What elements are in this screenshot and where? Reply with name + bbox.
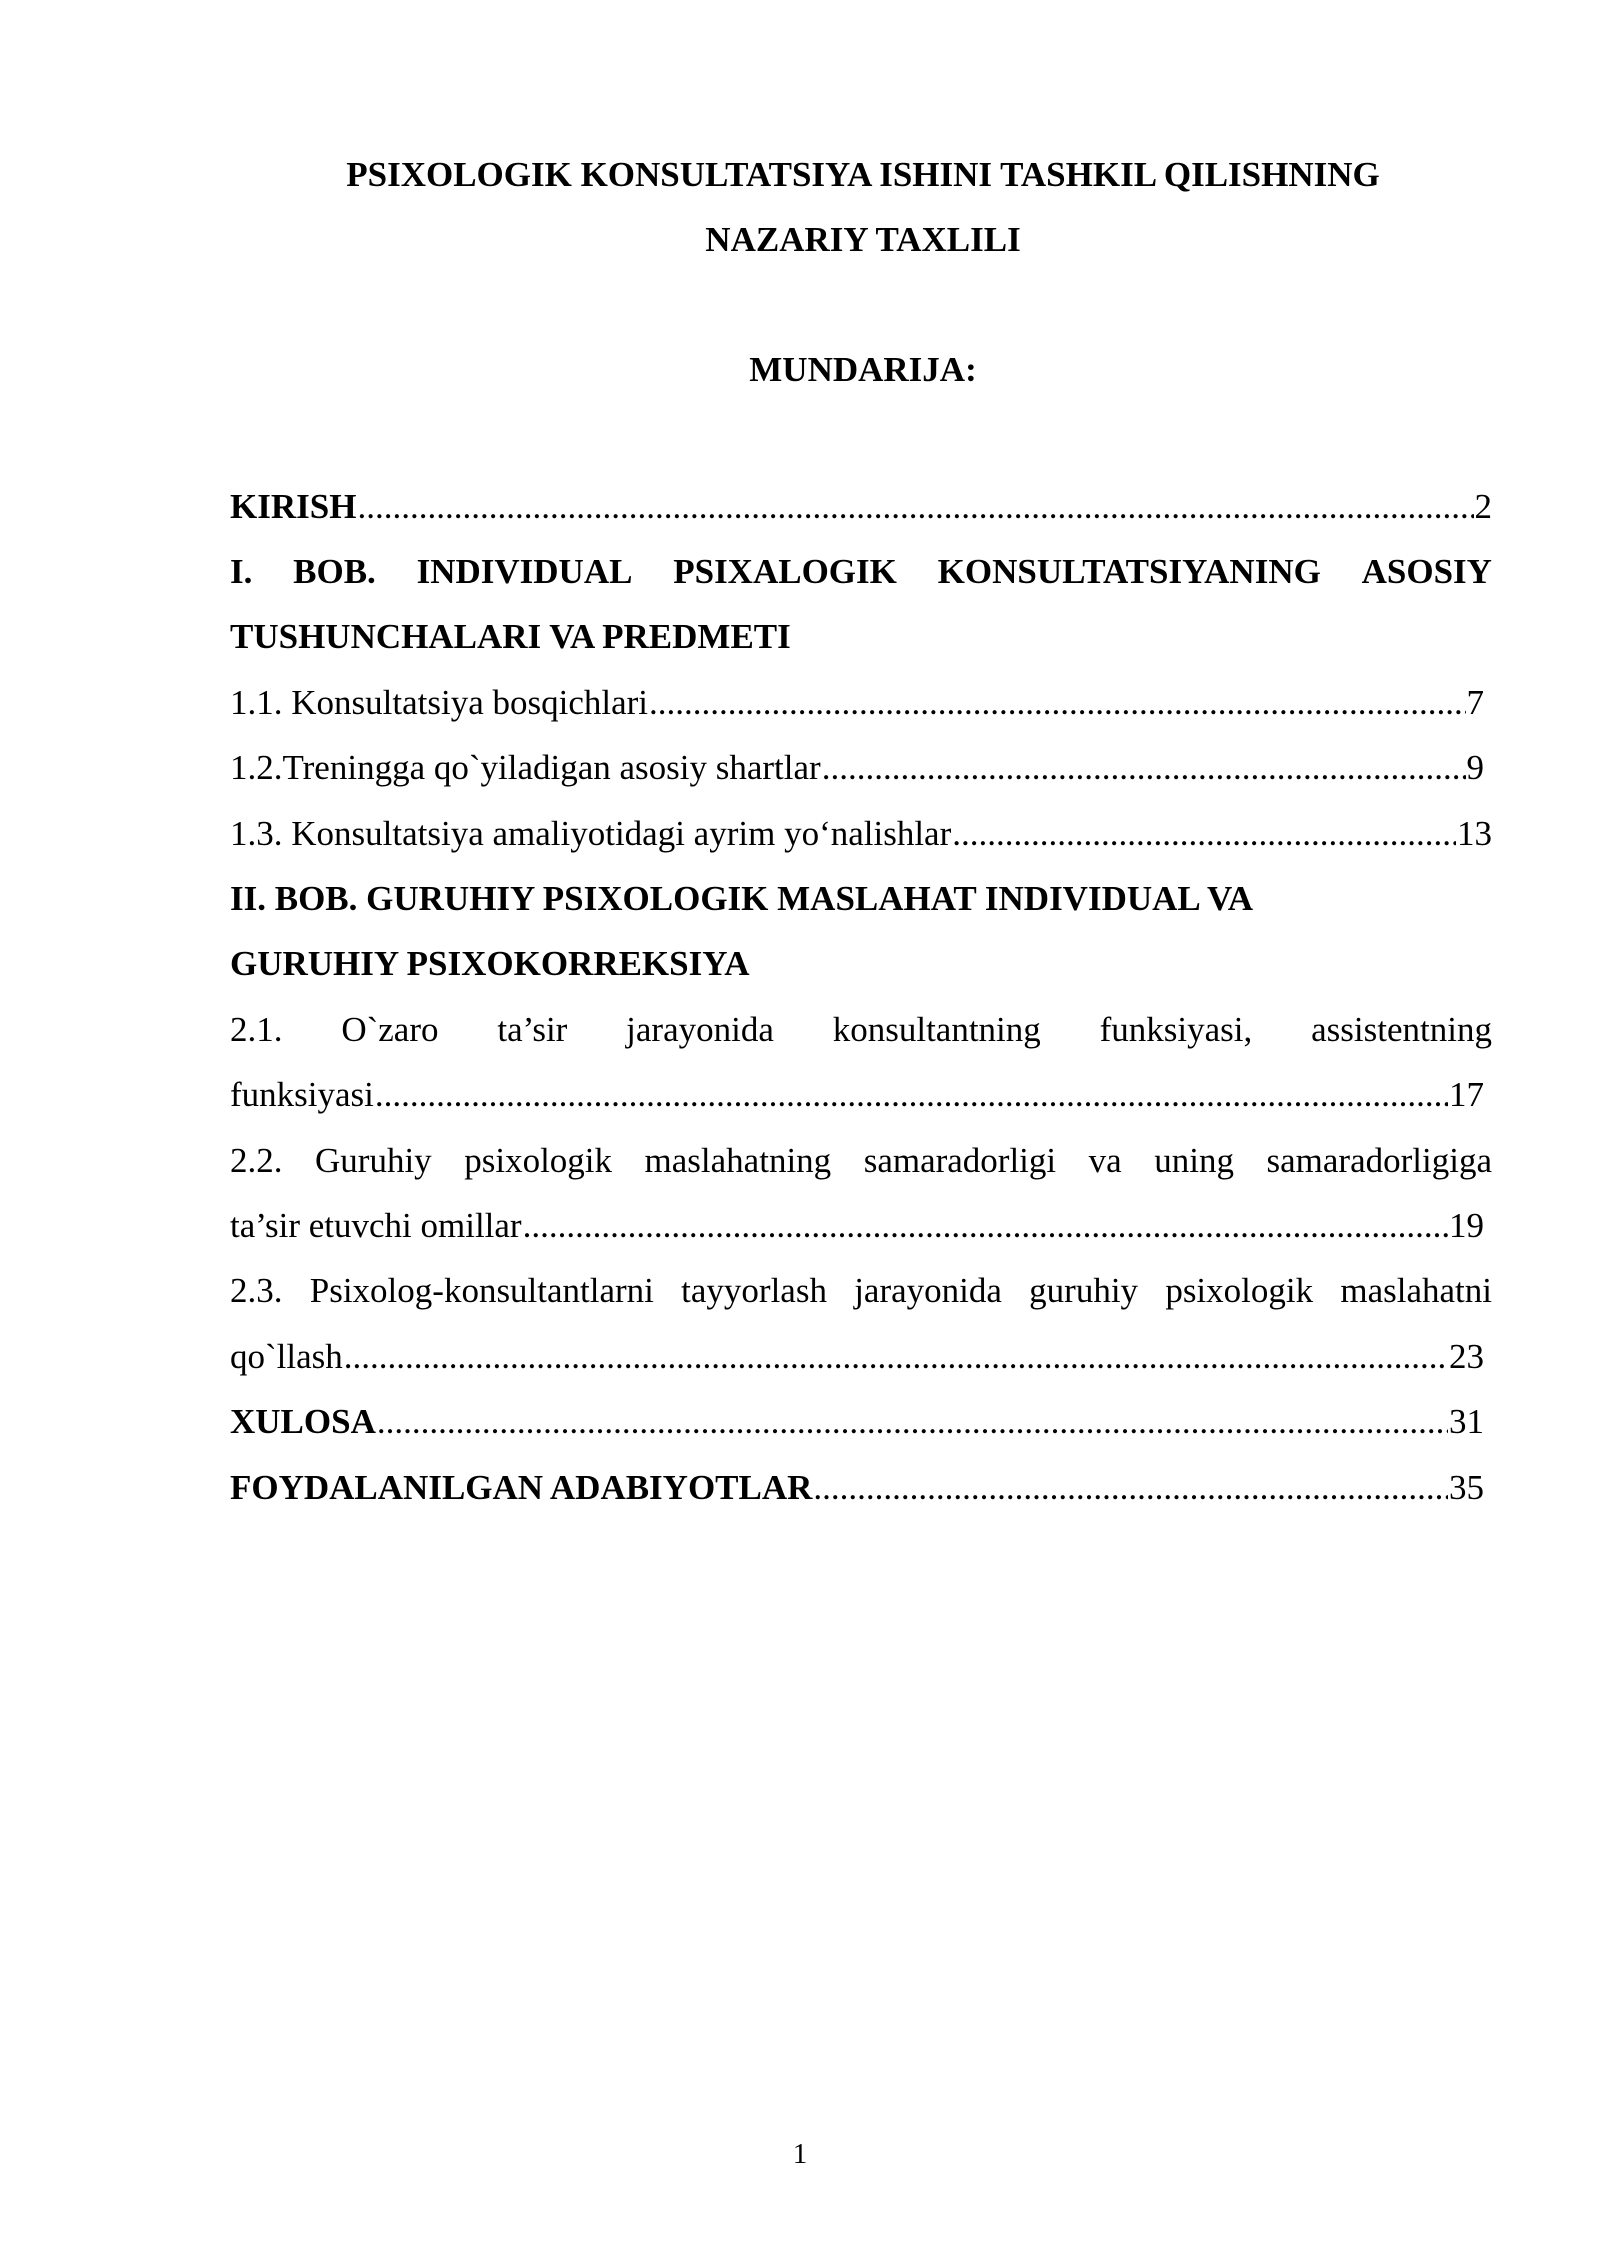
dot-leader [813, 1468, 1448, 1508]
table-of-contents [230, 474, 1492, 1520]
toc-entry-label: KIRISH [230, 486, 357, 526]
toc-entry-1-3[interactable] [230, 801, 1492, 866]
word: konsultantning [832, 1009, 1041, 1049]
toc-entry-page: 19 [1449, 1205, 1484, 1245]
word: jarayonida [854, 1271, 1002, 1311]
word: uning [1154, 1140, 1234, 1180]
contents-heading: MUNDARIJA: [749, 350, 977, 389]
word: samaradorligi [863, 1140, 1057, 1180]
word: assistentning [1311, 1009, 1492, 1049]
toc-entry-kirish[interactable] [230, 474, 1492, 539]
toc-entry-page: 17 [1449, 1075, 1484, 1115]
toc-entry-label: 1.3. Konsultatsiya amaliyotidagi ayrim yo‘nalishlar [230, 813, 952, 853]
word: ASOSIY [1361, 552, 1492, 592]
toc-entry-1-2[interactable] [230, 736, 1492, 801]
dot-leader [357, 487, 1473, 527]
toc-entry-1-1[interactable] [230, 670, 1492, 735]
toc-entry-page: 23 [1449, 1336, 1484, 1376]
toc-entry-2-3-line-1[interactable] [230, 1259, 1492, 1324]
word: funksiyasi, [1099, 1009, 1253, 1049]
toc-chapter-2-line-1[interactable]: II. BOB. GURUHIY PSIXOLOGIK MASLAHAT INDIVIDUAL VA [230, 879, 1253, 919]
toc-entry-page: 9 [1466, 748, 1484, 788]
dot-leader [952, 814, 1456, 854]
toc-entry-page: 7 [1466, 682, 1484, 722]
toc-entry-2-2-line-2[interactable] [230, 1193, 1492, 1258]
word: psixologik [464, 1140, 613, 1180]
toc-entry-xulosa[interactable] [230, 1389, 1492, 1454]
word: I. [230, 552, 253, 592]
dot-leader [344, 1337, 1448, 1377]
word: tayyorlash [681, 1271, 827, 1311]
toc-chapter-1-line-2[interactable]: TUSHUNCHALARI VA PREDMETI [230, 617, 791, 657]
page-number: 1 [792, 2138, 808, 2170]
toc-entry-page: 35 [1449, 1467, 1484, 1507]
word: psixologik [1165, 1271, 1314, 1311]
dot-leader [649, 683, 1465, 723]
word: va [1088, 1140, 1122, 1180]
word: PSIXALOGIK [673, 552, 897, 592]
word: 2.3. [230, 1271, 283, 1311]
word: Psixolog-konsultantlarni [309, 1271, 654, 1311]
toc-entry-page: 13 [1457, 813, 1492, 853]
word: samaradorligiga [1266, 1140, 1492, 1180]
toc-entry-2-1-line-2[interactable] [230, 1063, 1492, 1128]
toc-entry-label: FOYDALANILGAN ADABIYOTLAR [230, 1467, 813, 1507]
word: INDIVIDUAL [416, 552, 633, 592]
toc-entry-adabiyotlar[interactable] [230, 1455, 1492, 1520]
toc-entry-label: XULOSA [230, 1402, 376, 1442]
toc-entry-label: 1.2.Treningga qo`yiladigan asosiy shartlar [230, 748, 821, 788]
toc-entry-2-3-line-2[interactable] [230, 1324, 1492, 1389]
word: BOB. [293, 552, 376, 592]
toc-entry-label: qo`llash [230, 1336, 343, 1376]
word: KONSULTATSIYANING [937, 552, 1321, 592]
toc-entry-label: 1.1. Konsultatsiya bosqichlari [230, 682, 649, 722]
toc-entry-label: ta’sir etuvchi omillar [230, 1205, 522, 1245]
toc-chapter-2-line-2[interactable]: GURUHIY PSIXOKORREKSIYA [230, 944, 750, 984]
toc-entry-page: 2 [1474, 486, 1492, 526]
word: Guruhiy [315, 1140, 432, 1180]
dot-leader [375, 1075, 1448, 1115]
document-title-line-2: NAZARIY TAXLILI [705, 220, 1021, 259]
word: 2.2. [230, 1140, 283, 1180]
word: ta’sir [497, 1009, 568, 1049]
toc-entry-2-2-line-1[interactable] [230, 1128, 1492, 1193]
document-title-line-1: PSIXOLOGIK KONSULTATSIYA ISHINI TASHKIL QILISHNING [346, 155, 1380, 194]
word: maslahatning [644, 1140, 832, 1180]
word: O`zaro [341, 1009, 439, 1049]
word: maslahatni [1340, 1271, 1492, 1311]
word: 2.1. [230, 1009, 283, 1049]
dot-leader [377, 1402, 1448, 1442]
dot-leader [822, 748, 1466, 788]
dot-leader [523, 1206, 1448, 1246]
toc-entry-label: funksiyasi [230, 1075, 374, 1115]
word: jarayonida [626, 1009, 774, 1049]
toc-chapter-1-line-1[interactable] [230, 539, 1492, 604]
toc-entry-page: 31 [1449, 1402, 1484, 1442]
word: guruhiy [1029, 1271, 1139, 1311]
toc-entry-2-1-line-1[interactable] [230, 997, 1492, 1062]
